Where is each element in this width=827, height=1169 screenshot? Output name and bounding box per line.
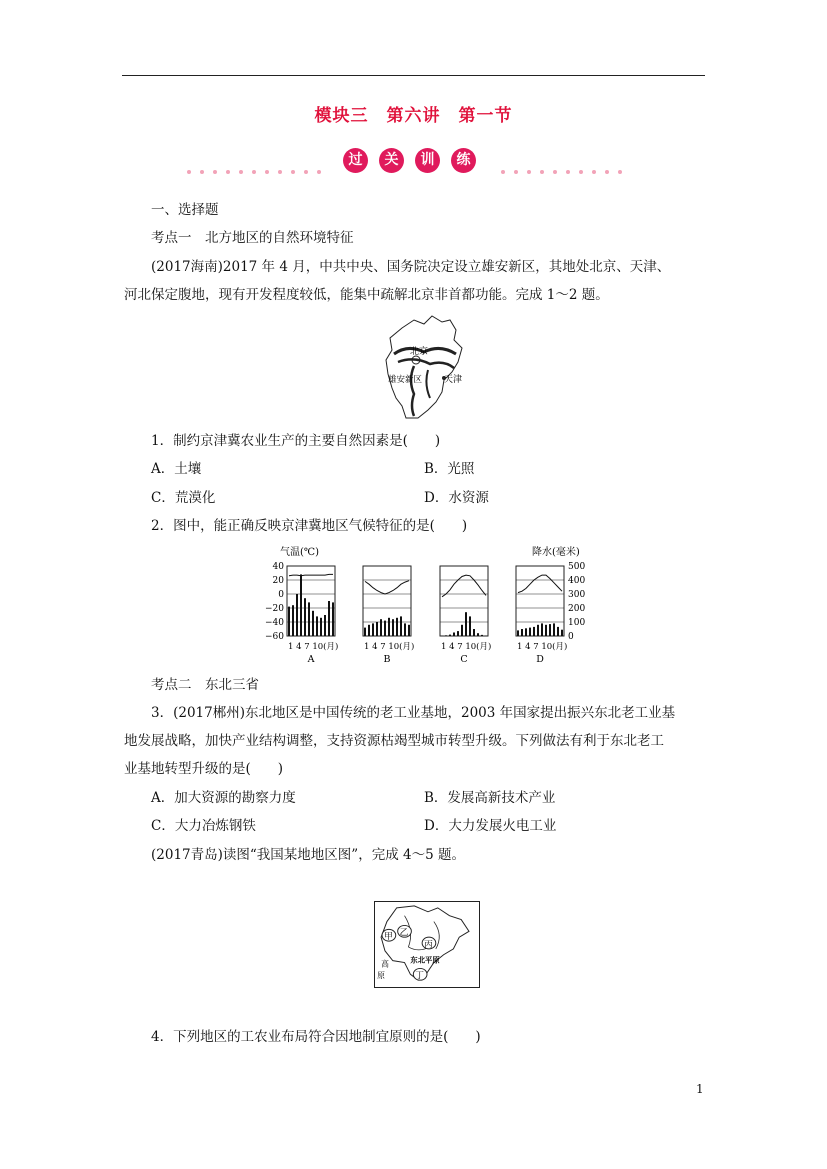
topic-heading-2: 考点二 东北三省 <box>151 677 259 693</box>
label-plateau-1: 高 <box>381 959 389 969</box>
q3-option-c: C．大力冶炼钢铁 <box>151 818 256 834</box>
precip-bar <box>388 618 390 636</box>
precip-bar <box>332 602 334 636</box>
precip-bar <box>312 611 314 636</box>
temp-axis-label: 气温(℃) <box>280 547 319 558</box>
temp-tick-label: 20 <box>272 576 284 586</box>
panel-frame <box>440 566 488 636</box>
temp-tick-label: −20 <box>265 604 284 614</box>
page-number: 1 <box>696 1082 704 1096</box>
label-jia: 甲 <box>384 932 393 943</box>
intro-1-line1: (2017海南)2017 年 4 月，中共中央、国务院决定设立雄安新区，其地处北京、天津、 <box>151 259 671 275</box>
label-beijing: 北京 <box>410 347 429 357</box>
intro-2: (2017青岛)读图“我国某地地区图”，完成 4～5 题。 <box>151 847 465 863</box>
precip-bar <box>368 625 370 636</box>
precip-bar <box>324 615 326 636</box>
precip-bar <box>529 628 531 636</box>
q1-option-c: C．荒漠化 <box>151 490 216 506</box>
precip-tick-label: 0 <box>568 632 574 642</box>
precip-bar <box>396 618 398 636</box>
precip-bar <box>453 633 455 637</box>
precip-bar <box>376 622 378 636</box>
precip-bar <box>533 627 535 636</box>
precip-bar <box>392 619 394 636</box>
precip-bar <box>372 623 374 636</box>
q3-option-a: A．加大资源的勘察力度 <box>151 790 296 806</box>
label-bing: 丙 <box>424 939 433 950</box>
precip-bar <box>408 625 410 636</box>
jingjinji-map <box>384 314 466 420</box>
climate-panel-d <box>516 566 567 665</box>
q1-stem: 1．制约京津冀农业生产的主要自然因素是( ) <box>151 433 441 449</box>
climate-charts <box>262 543 586 668</box>
month-tick-label: 1 4 7 10(月) <box>288 642 339 652</box>
precip-bar <box>320 618 322 636</box>
label-ding: 丁 <box>415 971 425 982</box>
precip-tick-label: 100 <box>568 618 586 628</box>
precip-bar <box>400 616 402 636</box>
precip-bar <box>481 635 483 636</box>
q1-option-d: D．水资源 <box>424 490 489 506</box>
precip-bar <box>292 605 294 636</box>
page-title: 模块三 第六讲 第一节 <box>314 106 513 126</box>
banner-char: 过 <box>343 148 368 173</box>
header-rule <box>122 75 705 76</box>
label-tianjin: 天津 <box>444 375 463 385</box>
precip-bar <box>477 633 479 636</box>
precip-bar <box>304 598 306 636</box>
northeast-map <box>374 901 480 988</box>
precip-bar <box>557 627 559 636</box>
q3-line1: 3．(2017郴州)东北地区是中国传统的老工业基地，2003 年国家提出振兴东北老工业基 <box>151 705 676 721</box>
month-tick-label: 1 4 7 10(月) <box>517 642 568 652</box>
section-heading: 一、选择题 <box>151 202 219 218</box>
panel-frame <box>287 566 335 636</box>
month-tick-label: 1 4 7 10(月) <box>441 642 492 652</box>
panel-label: C <box>460 654 468 665</box>
precip-bar <box>469 616 471 636</box>
precip-bar <box>380 619 382 636</box>
q3-option-d: D．大力发展火电工业 <box>424 818 557 834</box>
topic-heading-1: 考点一 北方地区的自然环境特征 <box>151 230 354 246</box>
precip-bar <box>473 629 475 636</box>
precip-bar <box>449 635 451 636</box>
precip-bar <box>545 625 547 636</box>
precip-bar <box>316 616 318 636</box>
panel-label: A <box>307 654 315 665</box>
precip-bar <box>300 574 302 636</box>
precip-bar <box>525 628 527 636</box>
precip-bar <box>537 625 539 636</box>
temp-tick-label: 0 <box>278 590 284 600</box>
precip-bar <box>288 607 290 636</box>
precip-bar <box>328 601 330 636</box>
q2-stem: 2．图中，能正确反映京津冀地区气候特征的是( ) <box>151 518 468 534</box>
precip-bar <box>461 625 463 636</box>
label-plateau-2: 原 <box>377 971 385 981</box>
month-tick-label: 1 4 7 10(月) <box>364 642 415 652</box>
precip-bar <box>404 623 406 636</box>
label-xiongan: 雄安新区 <box>388 375 423 385</box>
climate-panel-c <box>440 566 491 665</box>
q1-option-b: B．光照 <box>424 461 475 477</box>
temp-tick-label: −60 <box>265 632 284 642</box>
precip-bar <box>364 628 366 636</box>
precip-bar <box>308 602 310 636</box>
precip-tick-label: 300 <box>568 590 586 600</box>
label-yi: 乙 <box>399 928 409 939</box>
q1-option-a: A．土壤 <box>151 461 202 477</box>
q3-line3: 业基地转型升级的是( ) <box>124 761 284 777</box>
precip-bar <box>465 612 467 636</box>
banner-dots-right <box>501 159 639 163</box>
banner-char: 关 <box>379 148 404 173</box>
climate-panel-a <box>287 566 338 665</box>
precip-bar <box>296 594 298 636</box>
label-plain: 东北平原 <box>410 955 440 965</box>
precip-axis-label: 降水(毫米) <box>532 547 580 558</box>
precip-bar <box>457 631 459 636</box>
banner-badges <box>343 148 487 173</box>
banner-char: 训 <box>415 148 440 173</box>
precip-bar <box>553 623 555 636</box>
precip-bar <box>521 629 523 636</box>
temp-tick-label: 40 <box>272 562 284 572</box>
precip-bar <box>384 621 386 636</box>
precip-bar <box>549 624 551 636</box>
practice-banner <box>183 140 643 180</box>
q4-stem: 4．下列地区的工农业布局符合因地制宜原则的是( ) <box>151 1029 481 1045</box>
precip-tick-label: 500 <box>568 562 586 572</box>
precip-bar <box>445 635 447 636</box>
precip-bar <box>561 630 563 636</box>
panel-frame <box>363 566 411 636</box>
panel-label: D <box>536 654 544 665</box>
temp-tick-label: −40 <box>265 618 284 628</box>
banner-dots-left <box>187 159 337 163</box>
climate-panel-b <box>363 566 414 665</box>
precip-tick-label: 200 <box>568 604 586 614</box>
precip-tick-label: 400 <box>568 576 586 586</box>
q3-line2: 地发展战略，加快产业结构调整，支持资源枯竭型城市转型升级。下列做法有利于东北老工 <box>124 733 664 749</box>
precip-bar <box>541 623 543 636</box>
precip-bar <box>517 630 519 636</box>
banner-char: 练 <box>451 148 476 173</box>
panel-label: B <box>383 654 391 665</box>
intro-1-line2: 河北保定腹地，现有开发程度较低，能集中疏解北京非首都功能。完成 1～2 题。 <box>124 287 609 303</box>
q3-option-b: B．发展高新技术产业 <box>424 790 556 806</box>
